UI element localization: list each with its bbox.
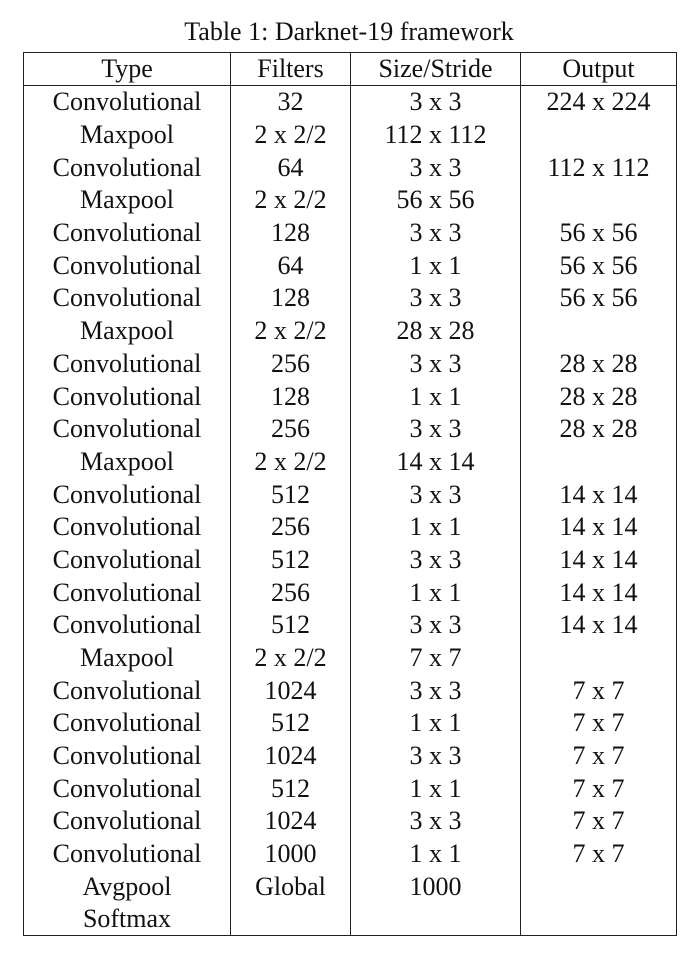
filters-cell: 256 <box>231 576 351 609</box>
output-cell: 56 x 56 <box>521 282 677 315</box>
type-cell: Convolutional <box>24 86 231 119</box>
type-cell: Maxpool <box>24 642 231 675</box>
output-cell: 28 x 28 <box>521 348 677 381</box>
type-cell: Convolutional <box>24 674 231 707</box>
output-cell: 14 x 14 <box>521 544 677 577</box>
type-cell: Maxpool <box>24 315 231 348</box>
filters-cell: 32 <box>231 86 351 119</box>
type-cell: Convolutional <box>24 249 231 282</box>
size-stride-cell: 28 x 28 <box>351 315 521 348</box>
output-cell: 14 x 14 <box>521 478 677 511</box>
filters-cell: 64 <box>231 249 351 282</box>
output-cell: 7 x 7 <box>521 805 677 838</box>
column-header-type: Type <box>24 53 231 86</box>
table-row <box>24 805 677 838</box>
table-row <box>24 740 677 773</box>
filters-cell: 1024 <box>231 805 351 838</box>
table-row-final <box>24 871 677 936</box>
table-row <box>24 674 677 707</box>
output-cell: 28 x 28 <box>521 413 677 446</box>
size-stride-cell: 1 x 1 <box>351 511 521 544</box>
type-cell: Convolutional <box>24 348 231 381</box>
filters-cell: 2 x 2/2 <box>231 119 351 152</box>
filters-cell: Global <box>231 871 351 936</box>
column-header-filters: Filters <box>231 53 351 86</box>
type-cell: Convolutional <box>24 511 231 544</box>
size-stride-cell: 14 x 14 <box>351 446 521 479</box>
table-row <box>24 348 677 381</box>
table-caption: Table 1: Darknet-19 framework <box>184 17 514 46</box>
type-cell: Maxpool <box>24 119 231 152</box>
output-cell: 112 x 112 <box>521 151 677 184</box>
filters-cell: 1024 <box>231 740 351 773</box>
type-cell: Convolutional <box>24 217 231 250</box>
size-stride-cell: 3 x 3 <box>351 413 521 446</box>
table-row <box>24 609 677 642</box>
type-cell: Convolutional <box>24 707 231 740</box>
size-stride-cell: 1000 <box>351 871 521 936</box>
size-stride-cell: 1 x 1 <box>351 249 521 282</box>
filters-cell: 2 x 2/2 <box>231 446 351 479</box>
type-cell: Convolutional <box>24 838 231 871</box>
size-stride-cell: 3 x 3 <box>351 478 521 511</box>
output-cell: 224 x 224 <box>521 86 677 119</box>
filters-cell: 2 x 2/2 <box>231 642 351 675</box>
table-row <box>24 478 677 511</box>
table-row <box>24 576 677 609</box>
type-label: Softmax <box>82 903 172 933</box>
table-row <box>24 119 677 152</box>
filters-cell: 128 <box>231 217 351 250</box>
type-cell: Convolutional <box>24 380 231 413</box>
output-cell: 7 x 7 <box>521 707 677 740</box>
output-cell: 56 x 56 <box>521 249 677 282</box>
size-stride-cell: 1 x 1 <box>351 380 521 413</box>
filters-cell: 512 <box>231 772 351 805</box>
type-label: Avgpool <box>82 871 172 901</box>
size-stride-cell: 112 x 112 <box>351 119 521 152</box>
size-stride-cell: 3 x 3 <box>351 609 521 642</box>
size-stride-cell: 3 x 3 <box>351 348 521 381</box>
table-row <box>24 151 677 184</box>
filters-cell: 2 x 2/2 <box>231 315 351 348</box>
column-header-size-stride: Size/Stride <box>351 53 521 86</box>
filters-cell: 512 <box>231 544 351 577</box>
table-row <box>24 282 677 315</box>
darknet-19-table <box>23 52 677 936</box>
type-cell <box>24 871 231 936</box>
table-row <box>24 511 677 544</box>
size-stride-cell: 7 x 7 <box>351 642 521 675</box>
size-stride-cell: 3 x 3 <box>351 151 521 184</box>
output-cell: 7 x 7 <box>521 838 677 871</box>
size-stride-cell: 1 x 1 <box>351 838 521 871</box>
output-cell <box>521 642 677 675</box>
size-stride-cell: 3 x 3 <box>351 805 521 838</box>
type-cell: Convolutional <box>24 413 231 446</box>
output-cell: 14 x 14 <box>521 576 677 609</box>
filters-cell: 1024 <box>231 674 351 707</box>
size-stride-cell: 3 x 3 <box>351 217 521 250</box>
filters-cell: 128 <box>231 282 351 315</box>
type-cell: Maxpool <box>24 446 231 479</box>
output-cell <box>521 446 677 479</box>
size-stride-cell: 3 x 3 <box>351 544 521 577</box>
output-cell <box>521 871 677 936</box>
filters-cell: 2 x 2/2 <box>231 184 351 217</box>
column-header-output: Output <box>521 53 677 86</box>
filters-cell: 256 <box>231 413 351 446</box>
output-cell <box>521 184 677 217</box>
size-stride-cell: 3 x 3 <box>351 282 521 315</box>
type-cell: Convolutional <box>24 740 231 773</box>
type-cell: Convolutional <box>24 609 231 642</box>
type-cell: Convolutional <box>24 805 231 838</box>
filters-cell: 1000 <box>231 838 351 871</box>
table-row <box>24 86 677 119</box>
filters-cell: 256 <box>231 511 351 544</box>
type-cell: Convolutional <box>24 282 231 315</box>
size-stride-cell: 1 x 1 <box>351 576 521 609</box>
size-stride-cell: 1 x 1 <box>351 707 521 740</box>
size-stride-cell: 3 x 3 <box>351 674 521 707</box>
filters-cell: 512 <box>231 707 351 740</box>
type-cell: Maxpool <box>24 184 231 217</box>
output-cell: 56 x 56 <box>521 217 677 250</box>
table-row <box>24 249 677 282</box>
table-row <box>24 315 677 348</box>
table-body <box>24 86 677 936</box>
output-cell: 7 x 7 <box>521 772 677 805</box>
table-row <box>24 838 677 871</box>
type-cell: Convolutional <box>24 576 231 609</box>
output-cell: 7 x 7 <box>521 740 677 773</box>
type-cell: Convolutional <box>24 151 231 184</box>
size-stride-cell: 56 x 56 <box>351 184 521 217</box>
header-row <box>24 53 677 86</box>
table-row <box>24 446 677 479</box>
table-row <box>24 217 677 250</box>
filters-cell: 512 <box>231 478 351 511</box>
output-cell: 7 x 7 <box>521 674 677 707</box>
output-cell: 14 x 14 <box>521 609 677 642</box>
table-row <box>24 413 677 446</box>
output-cell: 28 x 28 <box>521 380 677 413</box>
size-stride-cell: 3 x 3 <box>351 740 521 773</box>
output-cell <box>521 315 677 348</box>
output-cell: 14 x 14 <box>521 511 677 544</box>
table-row <box>24 707 677 740</box>
type-cell: Convolutional <box>24 544 231 577</box>
filters-cell: 256 <box>231 348 351 381</box>
filters-cell: 512 <box>231 609 351 642</box>
output-cell <box>521 119 677 152</box>
filters-cell: 128 <box>231 380 351 413</box>
filters-cell: 64 <box>231 151 351 184</box>
table-row <box>24 772 677 805</box>
table-row <box>24 184 677 217</box>
table-row <box>24 380 677 413</box>
table-row <box>24 642 677 675</box>
type-cell: Convolutional <box>24 478 231 511</box>
table-row <box>24 544 677 577</box>
type-cell: Convolutional <box>24 772 231 805</box>
size-stride-cell: 1 x 1 <box>351 772 521 805</box>
size-stride-cell: 3 x 3 <box>351 86 521 119</box>
